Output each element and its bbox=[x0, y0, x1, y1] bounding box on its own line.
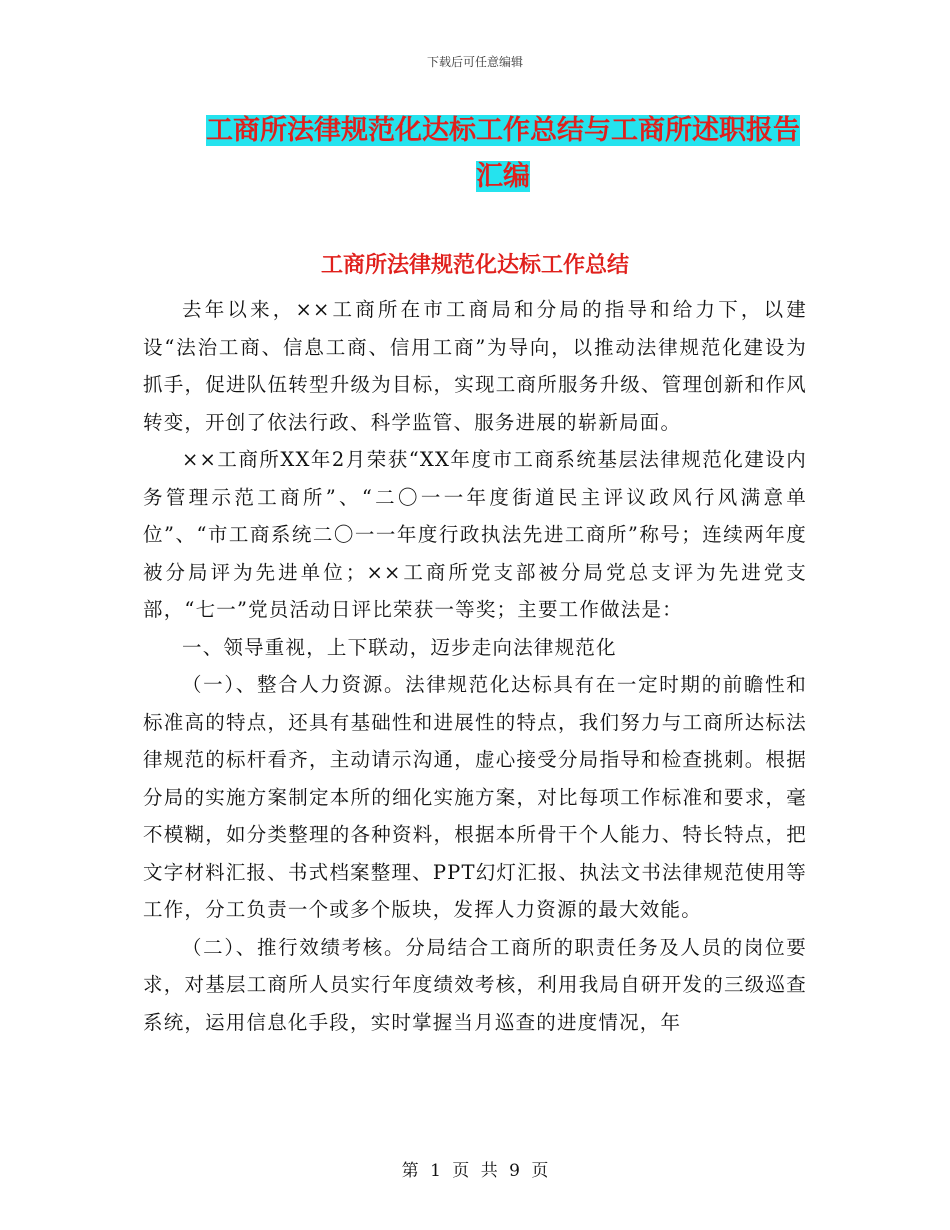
section-title: 工商所法律规范化达标工作总结 bbox=[320, 253, 629, 278]
paragraph-honors: ××工商所XX年2月荣获“XX年度市工商系统基层法律规范化建设内务管理示范工商所”、“二〇一一年度街道民主评议政风行风满意单位”、“市工商系统二〇一一年度行政执法先进工商所”称号；连续两年度被分局评为先进单位；××工商所党支部被分局党总支评为先进党支部，“七一”党员活动日评比荣获一等奖；主要工作做法是： bbox=[143, 448, 807, 621]
section-heading-1: 一、领导重视，上下联动，迈步走向法律规范化 bbox=[182, 635, 617, 659]
paragraph-performance: （二）、推行效绩考核。分局结合工商所的职责任务及人员的岗位要求，对基层工商所人员实行年度绩效考核，利用我局自研开发的三级巡查系统，运用信息化手段，实时掌握当月巡查的进度情况，年 bbox=[143, 935, 807, 1034]
header-note: 下载后可任意编辑 bbox=[426, 55, 523, 69]
paragraph-intro: 去年以来，××工商所在市工商局和分局的指导和给力下，以建设“法治工商、信息工商、信用工商”为导向，以推动法律规范化建设为抓手，促进队伍转型升级为目标，实现工商所服务升级、管理创新和作风转变，开创了依法行政、科学监管、服务进展的崭新局面。 bbox=[143, 298, 807, 434]
paragraph-hr: （一）、整合人力资源。法律规范化达标具有在一定时期的前瞻性和标准高的特点，还具有基础性和进展性的特点，我们努力与工商所达标法律规范的标杆看齐，主动请示沟通，虚心接受分局指导和检查挑刺。根据分局的实施方案制定本所的细化实施方案，对比每项工作标准和要求，毫不模糊，如分类整理的各种资料，根据本所骨干个人能力、特长特点，把文字材料汇报、书式档案整理、PPT幻灯汇报、执法文书法律规范使用等工作，分工负责一个或多个版块，发挥人力资源的最大效能。 bbox=[143, 673, 807, 921]
document-title-text: 工商所法律规范化达标工作总结与工商所述职报告汇编 bbox=[206, 115, 800, 192]
body-text bbox=[143, 291, 807, 1041]
page-footer: 第 1 页 共 9 页 bbox=[401, 1161, 549, 1181]
document-title bbox=[193, 108, 813, 200]
